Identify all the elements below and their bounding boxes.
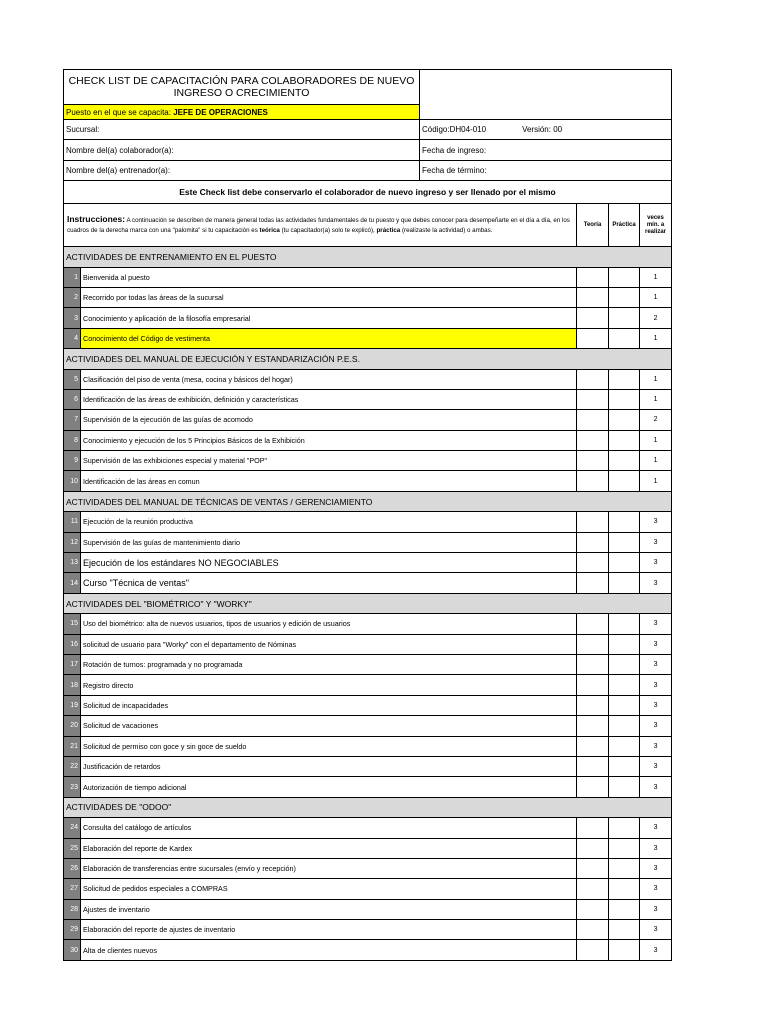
teoria-checkbox[interactable]: [577, 512, 609, 532]
activity-number: 22: [64, 756, 81, 776]
practica-checkbox[interactable]: [609, 553, 640, 573]
section-title: ACTIVIDADES DEL MANUAL DE EJECUCIÓN Y ESTANDARIZACIÓN P.E.S.: [64, 349, 672, 369]
teoria-checkbox[interactable]: [577, 736, 609, 756]
teoria-checkbox[interactable]: [577, 940, 609, 960]
min-times: 1: [640, 267, 672, 287]
activity-row: [64, 267, 672, 287]
activity-text: Clasificación del piso de venta (mesa, cocina y básicos del hogar): [81, 369, 577, 389]
activity-number: 16: [64, 634, 81, 654]
activity-text: Justificación de retardos: [81, 756, 577, 776]
practica-checkbox[interactable]: [609, 920, 640, 940]
min-times: 3: [640, 634, 672, 654]
teoria-checkbox[interactable]: [577, 777, 609, 797]
practica-checkbox[interactable]: [609, 818, 640, 838]
practica-checkbox[interactable]: [609, 369, 640, 389]
min-times: 1: [640, 451, 672, 471]
practica-checkbox[interactable]: [609, 532, 640, 552]
activity-number: 30: [64, 940, 81, 960]
activity-text: Solicitud de vacaciones: [81, 716, 577, 736]
activity-text: Ajustes de inventario: [81, 899, 577, 919]
min-times: 2: [640, 308, 672, 328]
activity-row: [64, 512, 672, 532]
section-title: ACTIVIDADES DE "ODOO": [64, 797, 672, 817]
instructions-label: Instrucciones:: [67, 214, 126, 225]
teoria-checkbox[interactable]: [577, 532, 609, 552]
colaborador-label: Nombre del(a) colaborador(a):: [64, 140, 420, 160]
teoria-checkbox[interactable]: [577, 328, 609, 348]
activity-text: Identificación de las áreas en comun: [81, 471, 577, 491]
min-times: 3: [640, 736, 672, 756]
instructions-text-1: A continuación se describen de manera general todas las actividades fundamentales de tu puesto y que debes conocer para desempeñarte en el día a día, en los cuadros de la derecha marca con una "palomita" si tu capacitación es: [67, 217, 570, 235]
instructions-cell: [64, 204, 577, 247]
activity-text: solicitud de usuario para "Worky" con el departamento de Nóminas: [81, 634, 577, 654]
activity-text: Uso del biométrico: alta de nuevos usuarios, tipos de usuarios y edición de usuarios: [81, 614, 577, 634]
teoria-checkbox[interactable]: [577, 389, 609, 409]
activity-text: Solicitud de incapacidades: [81, 695, 577, 715]
teoria-checkbox[interactable]: [577, 267, 609, 287]
practica-checkbox[interactable]: [609, 451, 640, 471]
teoria-checkbox[interactable]: [577, 920, 609, 940]
section-header-row: [64, 491, 672, 511]
teoria-checkbox[interactable]: [577, 716, 609, 736]
activity-row: [64, 858, 672, 878]
activity-text: Conocimiento y ejecución de los 5 Principios Básicos de la Exhibición: [81, 430, 577, 450]
practica-checkbox[interactable]: [609, 858, 640, 878]
activity-number: 11: [64, 512, 81, 532]
min-times: 1: [640, 369, 672, 389]
teoria-checkbox[interactable]: [577, 308, 609, 328]
checklist-body: [64, 70, 672, 961]
practica-checkbox[interactable]: [609, 430, 640, 450]
activity-number: 6: [64, 389, 81, 409]
activity-text: Rotación de turnos: programada y no programada: [81, 654, 577, 674]
activity-row: [64, 716, 672, 736]
activity-row: [64, 634, 672, 654]
practica-checkbox[interactable]: [609, 716, 640, 736]
activity-text: Supervisión de las exhibiciones especial y material "POP": [81, 451, 577, 471]
practica-checkbox[interactable]: [609, 573, 640, 593]
activity-text: Elaboración del reporte de Kardex: [81, 838, 577, 858]
teoria-checkbox[interactable]: [577, 756, 609, 776]
colaborador-row: [64, 140, 672, 160]
logo-area: [420, 70, 672, 120]
activity-number: 2: [64, 287, 81, 307]
min-times: 3: [640, 675, 672, 695]
teoria-checkbox[interactable]: [577, 899, 609, 919]
activity-row: [64, 614, 672, 634]
activity-text: Supervisión de la ejecución de las guías de acomodo: [81, 410, 577, 430]
teoria-checkbox[interactable]: [577, 838, 609, 858]
activity-text: Elaboración del reporte de ajustes de inventario: [81, 920, 577, 940]
teoria-checkbox[interactable]: [577, 451, 609, 471]
teoria-checkbox[interactable]: [577, 410, 609, 430]
min-times: 3: [640, 756, 672, 776]
activity-text: Recorrido por todas las áreas de la sucursal: [81, 287, 577, 307]
practica-checkbox[interactable]: [609, 471, 640, 491]
activity-number: 3: [64, 308, 81, 328]
entrenador-row: [64, 160, 672, 180]
activity-number: 26: [64, 858, 81, 878]
activity-number: 27: [64, 879, 81, 899]
practica-checkbox[interactable]: [609, 512, 640, 532]
teoria-checkbox[interactable]: [577, 471, 609, 491]
instructions-row: [64, 204, 672, 247]
activity-row: [64, 328, 672, 348]
practica-checkbox[interactable]: [609, 695, 640, 715]
checklist-table: [63, 69, 672, 961]
document-title: CHECK LIST DE CAPACITACIÓN PARA COLABORADORES DE NUEVO INGRESO O CRECIMIENTO: [64, 70, 420, 105]
min-times: 3: [640, 573, 672, 593]
activity-number: 19: [64, 695, 81, 715]
practica-checkbox[interactable]: [609, 736, 640, 756]
teoria-checkbox[interactable]: [577, 553, 609, 573]
sucursal-row: [64, 120, 672, 140]
practica-checkbox[interactable]: [609, 410, 640, 430]
codigo-text: Código:DH04-010: [422, 125, 487, 135]
min-times: 3: [640, 879, 672, 899]
practica-checkbox[interactable]: [609, 777, 640, 797]
practica-checkbox[interactable]: [609, 308, 640, 328]
min-times: 3: [640, 654, 672, 674]
min-times: 3: [640, 920, 672, 940]
instructions-teorica: teórica: [259, 227, 280, 235]
title-row: [64, 70, 672, 105]
section-title: ACTIVIDADES DEL "BIOMÉTRICO" Y "WORKY": [64, 593, 672, 613]
teoria-checkbox[interactable]: [577, 654, 609, 674]
activity-number: 25: [64, 838, 81, 858]
activity-number: 21: [64, 736, 81, 756]
teoria-checkbox[interactable]: [577, 614, 609, 634]
practica-checkbox[interactable]: [609, 328, 640, 348]
activity-text: Autorización de tiempo adicional: [81, 777, 577, 797]
activity-text: Solicitud de pedidos especiales a COMPRAS: [81, 879, 577, 899]
activity-row: [64, 879, 672, 899]
activity-text: Identificación de las áreas de exhibición, definición y características: [81, 389, 577, 409]
activity-row: [64, 410, 672, 430]
min-times: 3: [640, 818, 672, 838]
activity-number: 4: [64, 328, 81, 348]
teoria-checkbox[interactable]: [577, 634, 609, 654]
teoria-checkbox[interactable]: [577, 675, 609, 695]
practica-checkbox[interactable]: [609, 634, 640, 654]
activity-row: [64, 471, 672, 491]
activity-text: Ejecución de la reunión productiva: [81, 512, 577, 532]
section-title: ACTIVIDADES DE ENTRENAMIENTO EN EL PUESTO: [64, 247, 672, 267]
activity-number: 10: [64, 471, 81, 491]
activity-text: Consulta del catálogo de artículos: [81, 818, 577, 838]
activity-number: 15: [64, 614, 81, 634]
activity-row: [64, 940, 672, 960]
activity-row: [64, 308, 672, 328]
teoria-checkbox[interactable]: [577, 879, 609, 899]
activity-row: [64, 818, 672, 838]
activity-number: 13: [64, 553, 81, 573]
activity-text: Solicitud de permiso con goce y sin goce de sueldo: [81, 736, 577, 756]
section-header-row: [64, 349, 672, 369]
activity-number: 14: [64, 573, 81, 593]
min-times: 3: [640, 553, 672, 573]
activity-row: [64, 532, 672, 552]
teoria-checkbox[interactable]: [577, 573, 609, 593]
practica-checkbox[interactable]: [609, 614, 640, 634]
activity-number: 29: [64, 920, 81, 940]
activity-row: [64, 654, 672, 674]
activity-number: 17: [64, 654, 81, 674]
activity-row: [64, 430, 672, 450]
section-header-row: [64, 247, 672, 267]
activity-number: 24: [64, 818, 81, 838]
min-times: 3: [640, 695, 672, 715]
activity-number: 7: [64, 410, 81, 430]
puesto-value: JEFE DE OPERACIONES: [173, 107, 268, 117]
activity-text: Ejecución de los estándares NO NEGOCIABLES: [81, 553, 577, 573]
section-title: ACTIVIDADES DEL MANUAL DE TÉCNICAS DE VENTAS / GERENCIAMIENTO: [64, 491, 672, 511]
activity-number: 18: [64, 675, 81, 695]
section-header-row: [64, 797, 672, 817]
teoria-checkbox[interactable]: [577, 430, 609, 450]
activity-row: [64, 756, 672, 776]
activity-number: 5: [64, 369, 81, 389]
conservation-note: Este Check list debe conservarlo el colaborador de nuevo ingreso y ser llenado por el mismo: [64, 181, 672, 204]
puesto-label: Puesto en el que se capacita:: [66, 107, 171, 117]
activity-number: 8: [64, 430, 81, 450]
activity-row: [64, 675, 672, 695]
activity-row: [64, 573, 672, 593]
activity-row: [64, 777, 672, 797]
teoria-checkbox[interactable]: [577, 287, 609, 307]
min-times: 3: [640, 532, 672, 552]
practica-checkbox[interactable]: [609, 940, 640, 960]
column-teoria: Teoría: [577, 204, 609, 247]
practica-checkbox[interactable]: [609, 675, 640, 695]
min-times: 1: [640, 471, 672, 491]
activity-row: [64, 369, 672, 389]
teoria-checkbox[interactable]: [577, 858, 609, 878]
column-practica: Práctica: [609, 204, 640, 247]
instructions-practica: práctica: [376, 227, 401, 235]
activity-number: 1: [64, 267, 81, 287]
instructions-text-2: (tu capacitador(a) solo te explicó),: [281, 227, 375, 235]
activity-row: [64, 838, 672, 858]
min-times: 1: [640, 287, 672, 307]
min-times: 3: [640, 716, 672, 736]
practica-checkbox[interactable]: [609, 389, 640, 409]
activity-row: [64, 287, 672, 307]
column-veces: veces mín. a realizar: [640, 204, 672, 247]
sucursal-label: Sucursal:: [64, 120, 420, 140]
practica-checkbox[interactable]: [609, 879, 640, 899]
min-times: 3: [640, 512, 672, 532]
activity-number: 23: [64, 777, 81, 797]
activity-row: [64, 899, 672, 919]
activity-text: Alta de clientes nuevos: [81, 940, 577, 960]
fecha-ingreso-label: Fecha de ingreso:: [420, 140, 672, 160]
activity-row: [64, 736, 672, 756]
activity-text: Conocimiento del Código de vestimenta: [81, 328, 577, 348]
activity-row: [64, 451, 672, 471]
min-times: 1: [640, 389, 672, 409]
min-times: 1: [640, 328, 672, 348]
practica-checkbox[interactable]: [609, 287, 640, 307]
activity-number: 12: [64, 532, 81, 552]
activity-row: [64, 389, 672, 409]
min-times: 3: [640, 899, 672, 919]
min-times: 3: [640, 940, 672, 960]
teoria-checkbox[interactable]: [577, 369, 609, 389]
activity-text: Elaboración de transferencias entre sucursales (envío y recepción): [81, 858, 577, 878]
activity-number: 28: [64, 899, 81, 919]
min-times: 3: [640, 838, 672, 858]
codigo-cell: [420, 120, 672, 140]
puesto-cell: [64, 105, 420, 120]
section-header-row: [64, 593, 672, 613]
entrenador-label: Nombre del(a) entrenador(a):: [64, 160, 420, 180]
activity-text: Curso "Técnica de ventas": [81, 573, 577, 593]
practica-checkbox[interactable]: [609, 838, 640, 858]
activity-text: Bienvenida al puesto: [81, 267, 577, 287]
activity-row: [64, 553, 672, 573]
min-times: 3: [640, 858, 672, 878]
min-times: 3: [640, 777, 672, 797]
practica-checkbox[interactable]: [609, 899, 640, 919]
practica-checkbox[interactable]: [609, 267, 640, 287]
fecha-termino-label: Fecha de término:: [420, 160, 672, 180]
min-times: 1: [640, 430, 672, 450]
practica-checkbox[interactable]: [609, 654, 640, 674]
activity-row: [64, 695, 672, 715]
min-times: 3: [640, 614, 672, 634]
teoria-checkbox[interactable]: [577, 695, 609, 715]
instructions-text-3: (realizaste la actividad) o ambas.: [401, 227, 493, 235]
min-times: 2: [640, 410, 672, 430]
activity-number: 9: [64, 451, 81, 471]
activity-text: Supervisión de las guías de mantenimiento diario: [81, 532, 577, 552]
version-text: Versión: 00: [522, 125, 563, 135]
teoria-checkbox[interactable]: [577, 818, 609, 838]
activity-text: Registro directo: [81, 675, 577, 695]
note-row: [64, 181, 672, 204]
practica-checkbox[interactable]: [609, 756, 640, 776]
activity-number: 20: [64, 716, 81, 736]
activity-row: [64, 920, 672, 940]
activity-text: Conocimiento y aplicación de la filosofía empresarial: [81, 308, 577, 328]
